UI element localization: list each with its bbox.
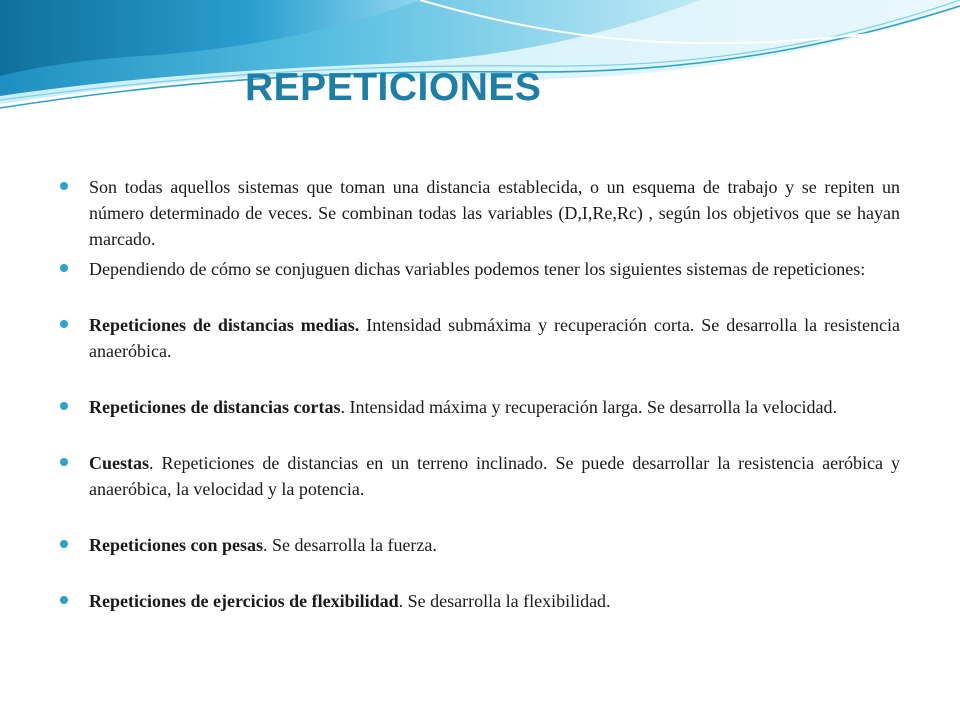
bullet-item-cortas [60,394,900,420]
bullet-term: Repeticiones de ejercicios de flexibilidad [89,591,399,611]
bullet-dot-icon [60,596,68,604]
bullet-text: . Se desarrolla la fuerza. [263,535,437,555]
bullet-text: . Repeticiones de distancias en un terreno inclinado. Se puede desarrollar la resistencia aeróbica y anaeróbica, la velocidad y la potencia. [89,453,900,499]
bullet-term: Cuestas [89,453,150,473]
bullet-item-flexibilidad [60,588,900,614]
bullet-item-medias [60,312,900,364]
bullet-item-intro [60,256,900,282]
bullet-term: Repeticiones de distancias medias. [89,315,360,335]
bullet-dot-icon [60,320,68,328]
bullet-item-cuestas [60,450,900,502]
bullet-item-pesas [60,532,900,558]
bullet-item-definition [60,174,900,252]
bullet-text: Intensidad submáxima y recuperación corta. Se desarrolla la resistencia anaeróbica. [89,315,900,361]
bullet-text: . Se desarrolla la flexibilidad. [398,591,611,611]
slide-title: REPETICIONES [245,66,542,109]
bullet-text: Son todas aquellos sistemas que toman una distancia establecida, o un esquema de trabajo y se repiten un número determinado de veces. Se combinan todas las variables (D,I,Re,Rc) , según los objetivos que se hayan marcado. [89,177,900,249]
bullet-text: Dependiendo de cómo se conjuguen dichas variables podemos tener los siguientes sistemas de repeticiones: [89,259,866,279]
bullet-list [60,174,900,614]
bullet-dot-icon [60,402,68,410]
bullet-text: . Intensidad máxima y recuperación larga. Se desarrolla la velocidad. [340,397,837,417]
bullet-term: Repeticiones de distancias cortas [89,397,341,417]
bullet-dot-icon [60,182,68,190]
bullet-dot-icon [60,264,68,272]
bullet-dot-icon [60,540,68,548]
bullet-dot-icon [60,458,68,466]
bullet-term: Repeticiones con pesas [89,535,263,555]
